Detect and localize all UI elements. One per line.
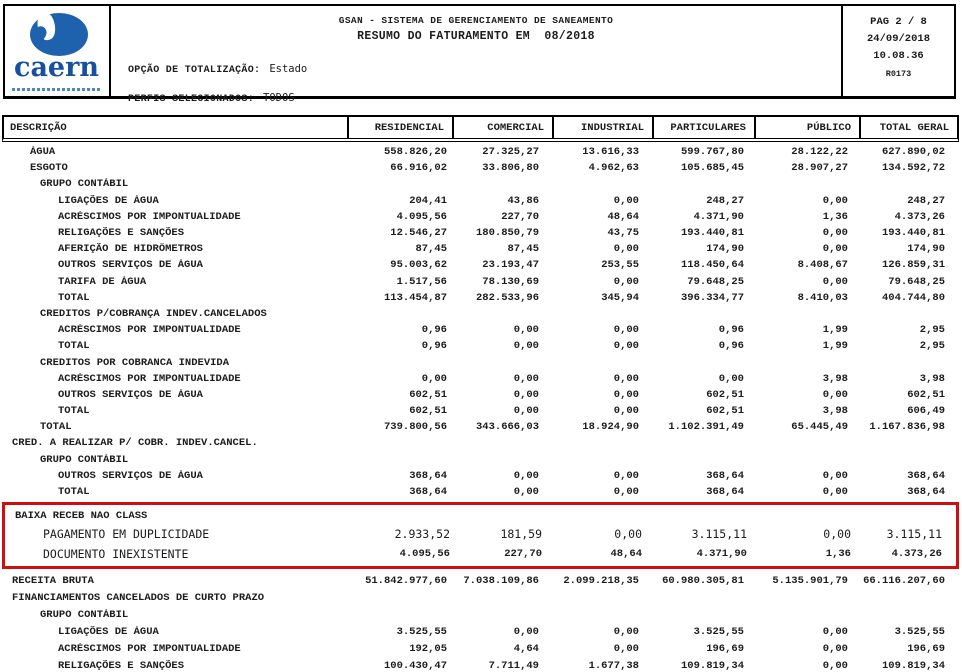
cell-comercial: 0,00 xyxy=(513,469,539,482)
cell-comercial: 0,00 xyxy=(513,405,539,418)
table-row xyxy=(2,371,959,387)
row-label: LIGAÇÕES DE ÁGUA xyxy=(58,194,159,207)
row-label: AFERIÇÃO DE HIDRÔMETROS xyxy=(58,243,203,256)
page-number: PAG 2 / 8 xyxy=(870,16,927,28)
cell-particulares: 109.819,34 xyxy=(680,659,744,672)
row-label: RECEITA BRUTA xyxy=(12,574,94,587)
cell-publico: 8.410,03 xyxy=(797,291,848,304)
table-row xyxy=(2,193,959,209)
cell-total_geral: 602,51 xyxy=(907,388,945,401)
cell-residencial: 192,05 xyxy=(409,642,447,655)
cell-total_geral: 174,90 xyxy=(907,243,945,256)
row-label: BAIXA RECEB NAO CLASS xyxy=(15,509,148,522)
row-label: ACRÉSCIMOS POR IMPONTUALIDADE xyxy=(58,642,241,655)
cell-comercial: 0,00 xyxy=(513,388,539,401)
cell-residencial: 100.430,47 xyxy=(383,659,447,672)
table-row xyxy=(2,484,959,500)
cell-publico: 3,98 xyxy=(822,405,848,418)
cell-industrial: 0,00 xyxy=(613,243,639,256)
row-label: RELIGAÇÕES E SANÇÕES xyxy=(58,227,185,240)
cell-publico: 5.135.901,79 xyxy=(772,574,848,587)
cell-comercial: 227,70 xyxy=(501,210,539,223)
cell-particulares: 118.450,64 xyxy=(680,259,744,272)
table-row xyxy=(2,623,959,640)
cell-comercial: 0,00 xyxy=(513,340,539,353)
table-row xyxy=(2,274,959,290)
cell-residencial: 558.826,20 xyxy=(383,146,447,159)
row-label: OUTROS SERVIÇOS DE ÁGUA xyxy=(58,388,203,401)
report-date: 24/09/2018 xyxy=(866,33,930,45)
row-label: ACRÉSCIMOS POR IMPONTUALIDADE xyxy=(58,372,241,385)
table-row xyxy=(2,338,959,354)
cell-total_geral: 3,98 xyxy=(919,372,945,385)
cell-particulares: 368,64 xyxy=(706,486,744,499)
cell-industrial: 4.962,63 xyxy=(588,162,639,175)
cell-particulares: 3.115,11 xyxy=(691,527,747,542)
cell-particulares: 0,96 xyxy=(718,340,744,353)
cell-industrial: 48,64 xyxy=(610,548,642,561)
cell-residencial: 0,00 xyxy=(421,372,447,385)
column-header-comercial: COMERCIAL xyxy=(452,117,552,138)
row-label: RELIGAÇÕES E SANÇÕES xyxy=(58,659,185,672)
cell-particulares: 79.648,25 xyxy=(687,275,744,288)
cell-particulares: 602,51 xyxy=(706,388,744,401)
table-row xyxy=(2,176,959,192)
table-row xyxy=(2,403,959,419)
cell-residencial: 4.095,56 xyxy=(396,210,447,223)
cell-total_geral: 134.592,72 xyxy=(881,162,945,175)
cell-publico: 0,00 xyxy=(823,527,851,542)
cell-residencial: 602,51 xyxy=(409,405,447,418)
cell-publico: 0,00 xyxy=(822,642,848,655)
cell-residencial: 368,64 xyxy=(409,486,447,499)
table-row xyxy=(2,435,959,451)
cell-publico: 1,36 xyxy=(825,548,851,561)
column-header-publico: PÚBLICO xyxy=(754,117,859,138)
system-title: GSAN - SISTEMA DE GERENCIAMENTO DE SANEAMENTO xyxy=(338,15,614,26)
cell-industrial: 13.616,33 xyxy=(582,146,639,159)
row-label: TOTAL xyxy=(58,405,90,418)
cell-particulares: 4.371,90 xyxy=(696,548,747,561)
cell-industrial: 1.677,38 xyxy=(588,659,639,672)
cell-particulares: 196,69 xyxy=(706,642,744,655)
cell-industrial: 0,00 xyxy=(613,405,639,418)
cell-industrial: 0,00 xyxy=(613,469,639,482)
report-code: R0173 xyxy=(885,69,912,79)
cell-total_geral: 3.525,55 xyxy=(894,625,945,638)
row-label: ÁGUA xyxy=(30,146,56,159)
cell-total_geral: 2,95 xyxy=(919,324,945,337)
cell-comercial: 181,59 xyxy=(500,527,542,542)
row-label: DOCUMENTO INEXISTENTE xyxy=(43,547,189,562)
row-label: ACRÉSCIMOS POR IMPONTUALIDADE xyxy=(58,210,241,223)
cell-total_geral: 66.116.207,60 xyxy=(863,574,945,587)
table-row xyxy=(2,241,959,257)
column-header-industrial: INDUSTRIAL xyxy=(552,117,652,138)
logo-wordmark: caern xyxy=(14,52,99,83)
row-label: TOTAL xyxy=(58,486,90,499)
cell-publico: 0,00 xyxy=(822,625,848,638)
table-row xyxy=(2,257,959,273)
cell-publico: 3,98 xyxy=(822,372,848,385)
cell-comercial: 4,64 xyxy=(513,642,539,655)
cell-particulares: 60.980.305,81 xyxy=(662,574,744,587)
cell-industrial: 18.924,90 xyxy=(582,421,639,434)
cell-comercial: 7.711,49 xyxy=(488,659,539,672)
table-row xyxy=(5,524,956,544)
cell-residencial: 4.095,56 xyxy=(399,548,450,561)
cell-comercial: 227,70 xyxy=(504,548,542,561)
cell-publico: 0,00 xyxy=(822,194,848,207)
cell-comercial: 282.533,96 xyxy=(475,291,539,304)
cell-residencial: 0,96 xyxy=(421,324,447,337)
cell-particulares: 0,00 xyxy=(718,372,744,385)
cell-publico: 1,99 xyxy=(822,324,848,337)
cell-particulares: 105.685,45 xyxy=(680,162,744,175)
cell-comercial: 0,00 xyxy=(513,486,539,499)
row-label: ACRÉSCIMOS POR IMPONTUALIDADE xyxy=(58,324,241,337)
row-label: ESGOTO xyxy=(30,162,68,175)
cell-total_geral: 1.167.836,98 xyxy=(869,421,945,434)
report-time: 10.08.36 xyxy=(873,50,924,62)
cell-industrial: 0,00 xyxy=(613,388,639,401)
cell-residencial: 12.546,27 xyxy=(390,227,447,240)
row-label: TOTAL xyxy=(40,421,72,434)
cell-industrial: 0,00 xyxy=(613,372,639,385)
cell-residencial: 95.003,62 xyxy=(390,259,447,272)
logo-tagline xyxy=(12,88,102,91)
table-row xyxy=(2,209,959,225)
cell-publico: 1,99 xyxy=(822,340,848,353)
row-label: LIGAÇÕES DE ÁGUA xyxy=(58,625,159,638)
cell-publico: 0,00 xyxy=(822,469,848,482)
cell-publico: 28.907,27 xyxy=(791,162,848,175)
cell-residencial: 1.517,56 xyxy=(396,275,447,288)
cell-comercial: 23.193,47 xyxy=(482,259,539,272)
table-row xyxy=(2,589,959,606)
cell-residencial: 602,51 xyxy=(409,388,447,401)
cell-total_geral: 109.819,34 xyxy=(881,659,945,672)
cell-total_geral: 404.744,80 xyxy=(881,291,945,304)
cell-industrial: 345,94 xyxy=(601,291,639,304)
cell-industrial: 253,55 xyxy=(601,259,639,272)
row-label: OUTROS SERVIÇOS DE ÁGUA xyxy=(58,469,203,482)
highlight-box xyxy=(2,502,959,569)
cell-industrial: 43,75 xyxy=(607,227,639,240)
cell-total_geral: 3.115,11 xyxy=(886,527,942,542)
table-row xyxy=(2,322,959,338)
caern-logo xyxy=(5,6,111,96)
cell-publico: 8.408,67 xyxy=(797,259,848,272)
row-label: CRED. A REALIZAR P/ COBR. INDEV.CANCEL. xyxy=(12,437,258,450)
row-label: TOTAL xyxy=(58,340,90,353)
cell-particulares: 368,64 xyxy=(706,469,744,482)
cell-comercial: 343.666,03 xyxy=(475,421,539,434)
row-label: GRUPO CONTÁBIL xyxy=(40,453,129,466)
table-row xyxy=(2,452,959,468)
totalization-label: OPÇÃO DE TOTALIZAÇÃO: xyxy=(128,65,261,76)
row-label: CREDITOS P/COBRANÇA INDEV.CANCELADOS xyxy=(40,307,267,320)
cell-residencial: 739.800,56 xyxy=(383,421,447,434)
cell-total_geral: 4.373,26 xyxy=(891,548,942,561)
profiles-label: PERFIS SELECIONADOS: xyxy=(128,94,255,105)
cell-particulares: 396.334,77 xyxy=(680,291,744,304)
cell-comercial: 0,00 xyxy=(513,625,539,638)
cell-publico: 0,00 xyxy=(822,275,848,288)
cell-comercial: 33.806,80 xyxy=(482,162,539,175)
cell-publico: 28.122,22 xyxy=(791,146,848,159)
cell-comercial: 78.130,69 xyxy=(482,275,539,288)
cell-residencial: 2.933,52 xyxy=(394,527,450,542)
header-center xyxy=(111,6,841,105)
cell-industrial: 0,00 xyxy=(614,527,642,542)
page-info-box xyxy=(841,6,954,96)
cell-total_geral: 248,27 xyxy=(907,194,945,207)
cell-publico: 0,00 xyxy=(822,659,848,672)
cell-publico: 1,36 xyxy=(822,210,848,223)
cell-particulares: 248,27 xyxy=(706,194,744,207)
cell-residencial: 113.454,87 xyxy=(383,291,447,304)
report-header xyxy=(3,4,956,105)
cell-total_geral: 627.890,02 xyxy=(881,146,945,159)
table-row xyxy=(5,507,956,524)
cell-particulares: 602,51 xyxy=(706,405,744,418)
cell-total_geral: 2,95 xyxy=(919,340,945,353)
totalization-row xyxy=(128,63,307,76)
cell-industrial: 0,00 xyxy=(613,324,639,337)
cell-comercial: 87,45 xyxy=(507,243,539,256)
cell-total_geral: 368,64 xyxy=(907,469,945,482)
cell-industrial: 0,00 xyxy=(613,625,639,638)
cell-comercial: 43,86 xyxy=(507,194,539,207)
cell-publico: 65.445,49 xyxy=(791,421,848,434)
table-row xyxy=(2,606,959,623)
profiles-row xyxy=(128,92,295,105)
cell-comercial: 0,00 xyxy=(513,372,539,385)
row-label: TARIFA DE ÁGUA xyxy=(58,275,147,288)
row-label: GRUPO CONTÁBIL xyxy=(40,178,129,191)
cell-publico: 0,00 xyxy=(822,227,848,240)
cell-particulares: 4.371,90 xyxy=(693,210,744,223)
table-row xyxy=(2,640,959,657)
column-header-descricao: DESCRIÇÃO xyxy=(10,121,67,134)
cell-industrial: 0,00 xyxy=(613,340,639,353)
cell-residencial: 87,45 xyxy=(415,243,447,256)
cell-industrial: 0,00 xyxy=(613,486,639,499)
cell-particulares: 0,96 xyxy=(718,324,744,337)
cell-industrial: 0,00 xyxy=(613,194,639,207)
column-header-particulares: PARTICULARES xyxy=(652,117,754,138)
table-row xyxy=(2,572,959,589)
row-label: CREDITOS POR COBRANCA INDEVIDA xyxy=(40,356,230,369)
cell-comercial: 180.850,79 xyxy=(475,227,539,240)
table-row xyxy=(2,144,959,160)
cell-particulares: 193.440,81 xyxy=(680,227,744,240)
table-row xyxy=(2,419,959,435)
table-row xyxy=(2,306,959,322)
table-row xyxy=(2,468,959,484)
cell-residencial: 368,64 xyxy=(409,469,447,482)
cell-residencial: 204,41 xyxy=(409,194,447,207)
column-header-residencial: RESIDENCIAL xyxy=(347,117,452,138)
cell-residencial: 51.842.977,60 xyxy=(365,574,447,587)
table-header-row xyxy=(2,115,959,142)
cell-particulares: 3.525,55 xyxy=(693,625,744,638)
table-row xyxy=(2,160,959,176)
row-label: TOTAL xyxy=(58,291,90,304)
cell-particulares: 174,90 xyxy=(706,243,744,256)
cell-comercial: 0,00 xyxy=(513,324,539,337)
cell-total_geral: 4.373,26 xyxy=(894,210,945,223)
column-header-total_geral: TOTAL GERAL xyxy=(859,117,957,138)
cell-total_geral: 196,69 xyxy=(907,642,945,655)
cell-particulares: 599.767,80 xyxy=(680,146,744,159)
table-row xyxy=(5,544,956,564)
cell-industrial: 0,00 xyxy=(613,275,639,288)
cell-industrial: 0,00 xyxy=(613,642,639,655)
cell-publico: 0,00 xyxy=(822,243,848,256)
cell-total_geral: 79.648,25 xyxy=(888,275,945,288)
cell-publico: 0,00 xyxy=(822,486,848,499)
cell-industrial: 2.099.218,35 xyxy=(563,574,639,587)
table-body xyxy=(2,144,959,672)
row-label: OUTROS SERVIÇOS DE ÁGUA xyxy=(58,259,203,272)
cell-publico: 0,00 xyxy=(822,388,848,401)
table-row xyxy=(2,387,959,403)
cell-total_geral: 606,49 xyxy=(907,405,945,418)
table-row xyxy=(2,290,959,306)
table-row xyxy=(2,657,959,672)
cell-particulares: 1.102.391,49 xyxy=(668,421,744,434)
cell-residencial: 66.916,02 xyxy=(390,162,447,175)
row-label: GRUPO CONTÁBIL xyxy=(40,608,129,621)
row-label: FINANCIAMENTOS CANCELADOS DE CURTO PRAZO xyxy=(12,591,265,604)
table-row xyxy=(2,354,959,370)
cell-comercial: 27.325,27 xyxy=(482,146,539,159)
cell-total_geral: 193.440,81 xyxy=(881,227,945,240)
cell-residencial: 3.525,55 xyxy=(396,625,447,638)
cell-industrial: 48,64 xyxy=(607,210,639,223)
profiles-value: TODOS xyxy=(263,92,295,104)
cell-residencial: 0,96 xyxy=(421,340,447,353)
cell-total_geral: 368,64 xyxy=(907,486,945,499)
report-title: RESUMO DO FATURAMENTO EM 08/2018 xyxy=(357,30,595,43)
totalization-value: Estado xyxy=(269,63,308,75)
cell-comercial: 7.038.109,86 xyxy=(463,574,539,587)
cell-total_geral: 126.859,31 xyxy=(881,259,945,272)
table-row xyxy=(2,225,959,241)
row-label: PAGAMENTO EM DUPLICIDADE xyxy=(43,527,210,542)
